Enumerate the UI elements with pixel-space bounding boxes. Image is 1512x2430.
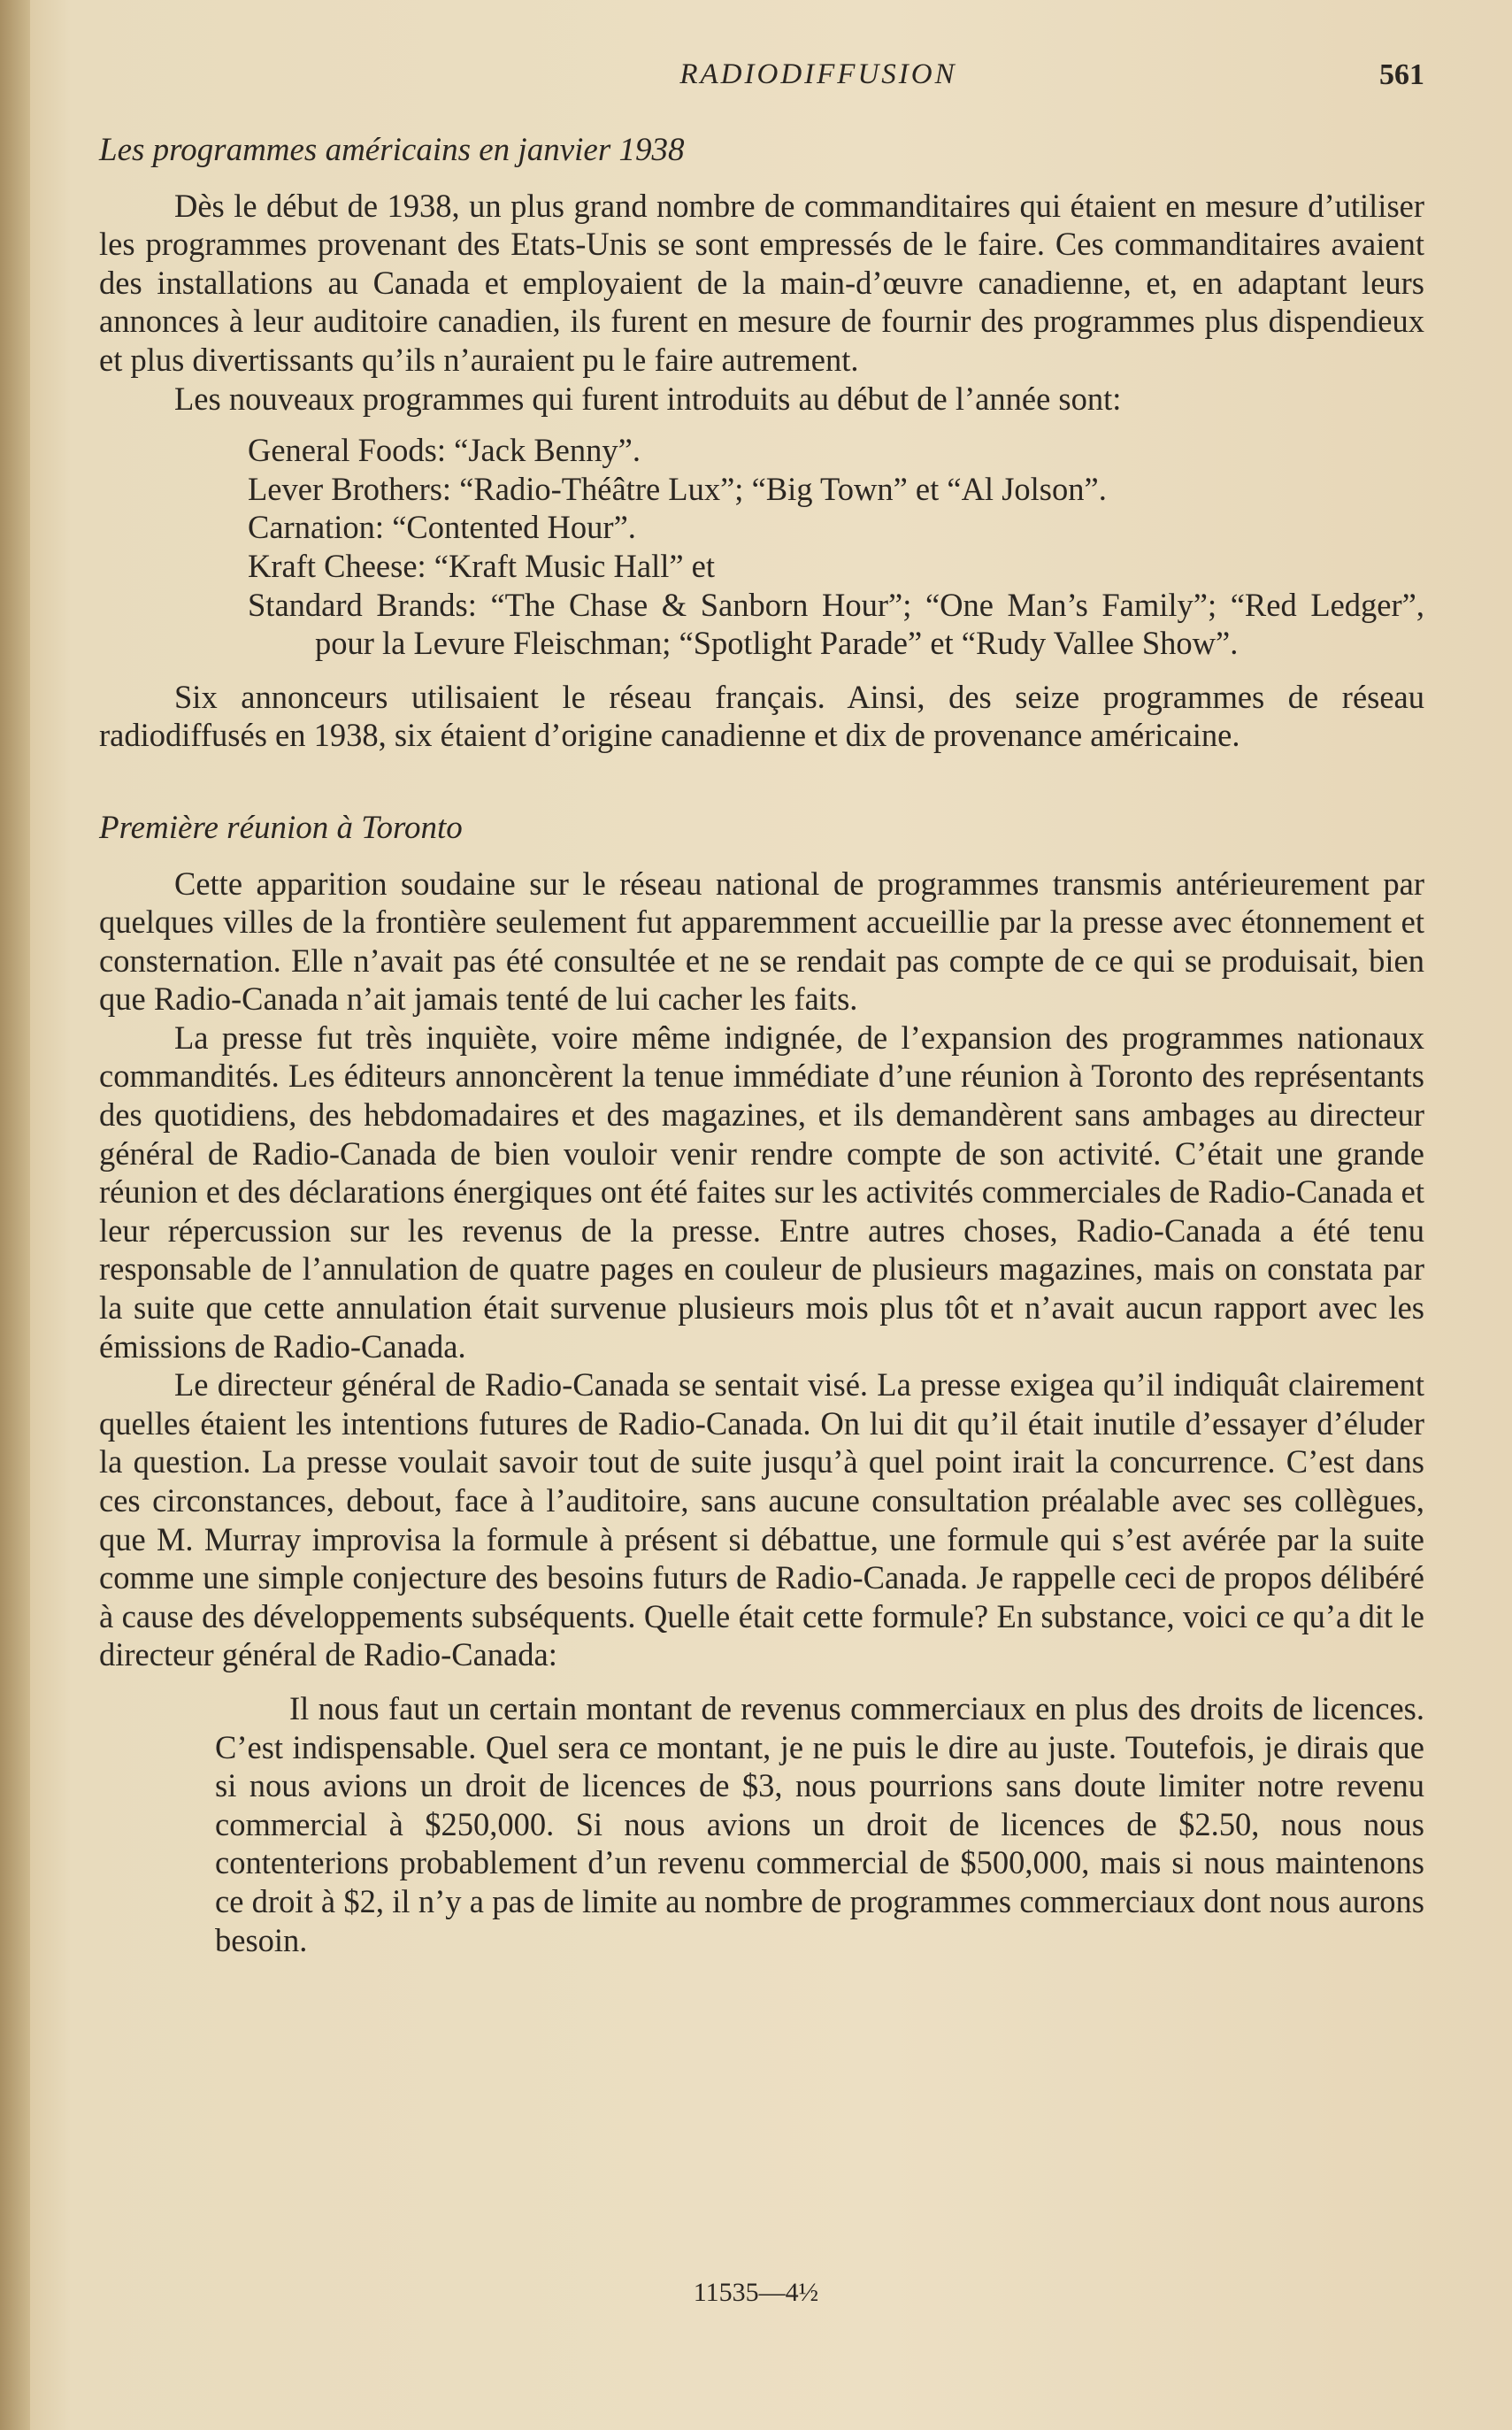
list-item: Kraft Cheese: “Kraft Music Hall” et — [248, 547, 716, 584]
page-body — [99, 131, 1424, 1959]
list-item: Lever Brothers: “Radio-Théâtre Lux”; “Big Town” et “Al Jolson”. — [248, 470, 1107, 507]
page-number: 561 — [1379, 58, 1424, 91]
section-heading-toronto-meeting: Première réunion à Toronto — [99, 809, 463, 846]
paragraph: La presse fut très inquiète, voire même indignée, de l’expansion des programmes nationaux commandités. Les éditeurs annoncèrent la tenue immédiate d’une réunion à Toronto des représentants des quotidiens, des hebdomadaires et des magazines, et ils demandèrent sans ambages au directeur général de Radio-Canada de bien vouloir venir rendre compte de son activité. C’était une grande réunion et des déclarations énergiques ont été faites sur les activités commerciales de Radio-Canada et leur répercussion sur les revenus de la presse. Entre autres choses, Radio-Canada a été tenu responsable de l’annulation de quatre pages en couleur de plusieurs magazines, mais on constata par la suite que cette annulation était survenue plusieurs mois plus tôt et n’avait aucun rapport avec les émissions de Radio-Canada. — [99, 1019, 1424, 1365]
sponsor-program-list — [248, 431, 1424, 663]
section-heading-american-programs: Les programmes américains en janvier 1938 — [99, 132, 685, 168]
list-item: Standard Brands: “The Chase & Sanborn Hour”; “One Man’s Family”; “Red Ledger”, pour la Levure Fleischman; “Spotlight Parade” et “Rudy Vallee Show”. — [248, 586, 1424, 662]
paragraph: Six annonceurs utilisaient le réseau français. Ainsi, des seize programmes de réseau radiodiffusés en 1938, six étaient d’origine canadienne et dix de provenance américaine. — [99, 678, 1424, 754]
paragraph: Le directeur général de Radio-Canada se sentait visé. La presse exigea qu’il indiquât clairement quelles étaient les intentions futures de Radio-Canada. On lui dit qu’il était inutile d’essayer d’éluder la question. La presse voulait savoir tout de suite jusqu’à quel point irait la concurrence. C’est dans ces circonstances, debout, face à l’auditoire, sans aucune consultation préalable avec ses collègues, que M. Murray improvisa la formule à présent si débattue, une formule qui s’est avérée par la suite comme une simple conjecture des besoins futurs de Radio-Canada. Je rappelle ceci de propos délibéré à cause des développements subséquents. Quelle était cette formule? En substance, voici ce qu’a dit le directeur général de Radio-Canada: — [99, 1366, 1424, 1673]
paragraph: Les nouveaux programmes qui furent introduits au début de l’année sont: — [174, 380, 1122, 417]
list-item: Carnation: “Contented Hour”. — [248, 509, 636, 546]
block-quote: Il nous faut un certain montant de revenus commerciaux en plus des droits de licences. C’est indispensable. Quel sera ce montant, je ne puis le dire au juste. Toutefois, je dirais que si nous avions un droit de licences de $3, nous pourrions sans doute limiter notre revenu commercial à $250,000. Si nous avions un droit de licences de $2.50, nous nous contenterions probablement d’un revenu commercial de $500,000, mais si nous maintenons ce droit à $2, il n’y a pas de limite au nombre de programmes commerciaux dont nous aurons besoin. — [215, 1689, 1424, 1958]
paragraph: Dès le début de 1938, un plus grand nombre de commanditaires qui étaient en mesure d’utiliser les programmes provenant des Etats-Unis se sont empressés de le faire. Ces commanditaires avaient des installations au Canada et employaient de la main-d’œuvre canadienne, et, en adaptant leurs annonces à leur auditoire canadien, ils furent en mesure de fournir des programmes plus dispendieux et plus divertissants qu’ils n’auraient pu le faire autrement. — [99, 187, 1424, 378]
paragraph: Cette apparition soudaine sur le réseau national de programmes transmis antérieurement par quelques villes de la frontière seulement fut apparemment accueillie par la presse avec étonnement et consternation. Elle n’avait pas été consultée et ne se rendait pas compte de ce qui se produisait, bien que Radio-Canada n’ait jamais tenté de lui cacher les faits. — [99, 865, 1424, 1018]
printer-code: 11535—4½ — [693, 2278, 819, 2307]
list-item: General Foods: “Jack Benny”. — [248, 432, 641, 469]
running-header — [97, 58, 1424, 103]
page-spine-shadow — [0, 0, 30, 2430]
running-title: RADIODIFFUSION — [679, 58, 957, 90]
